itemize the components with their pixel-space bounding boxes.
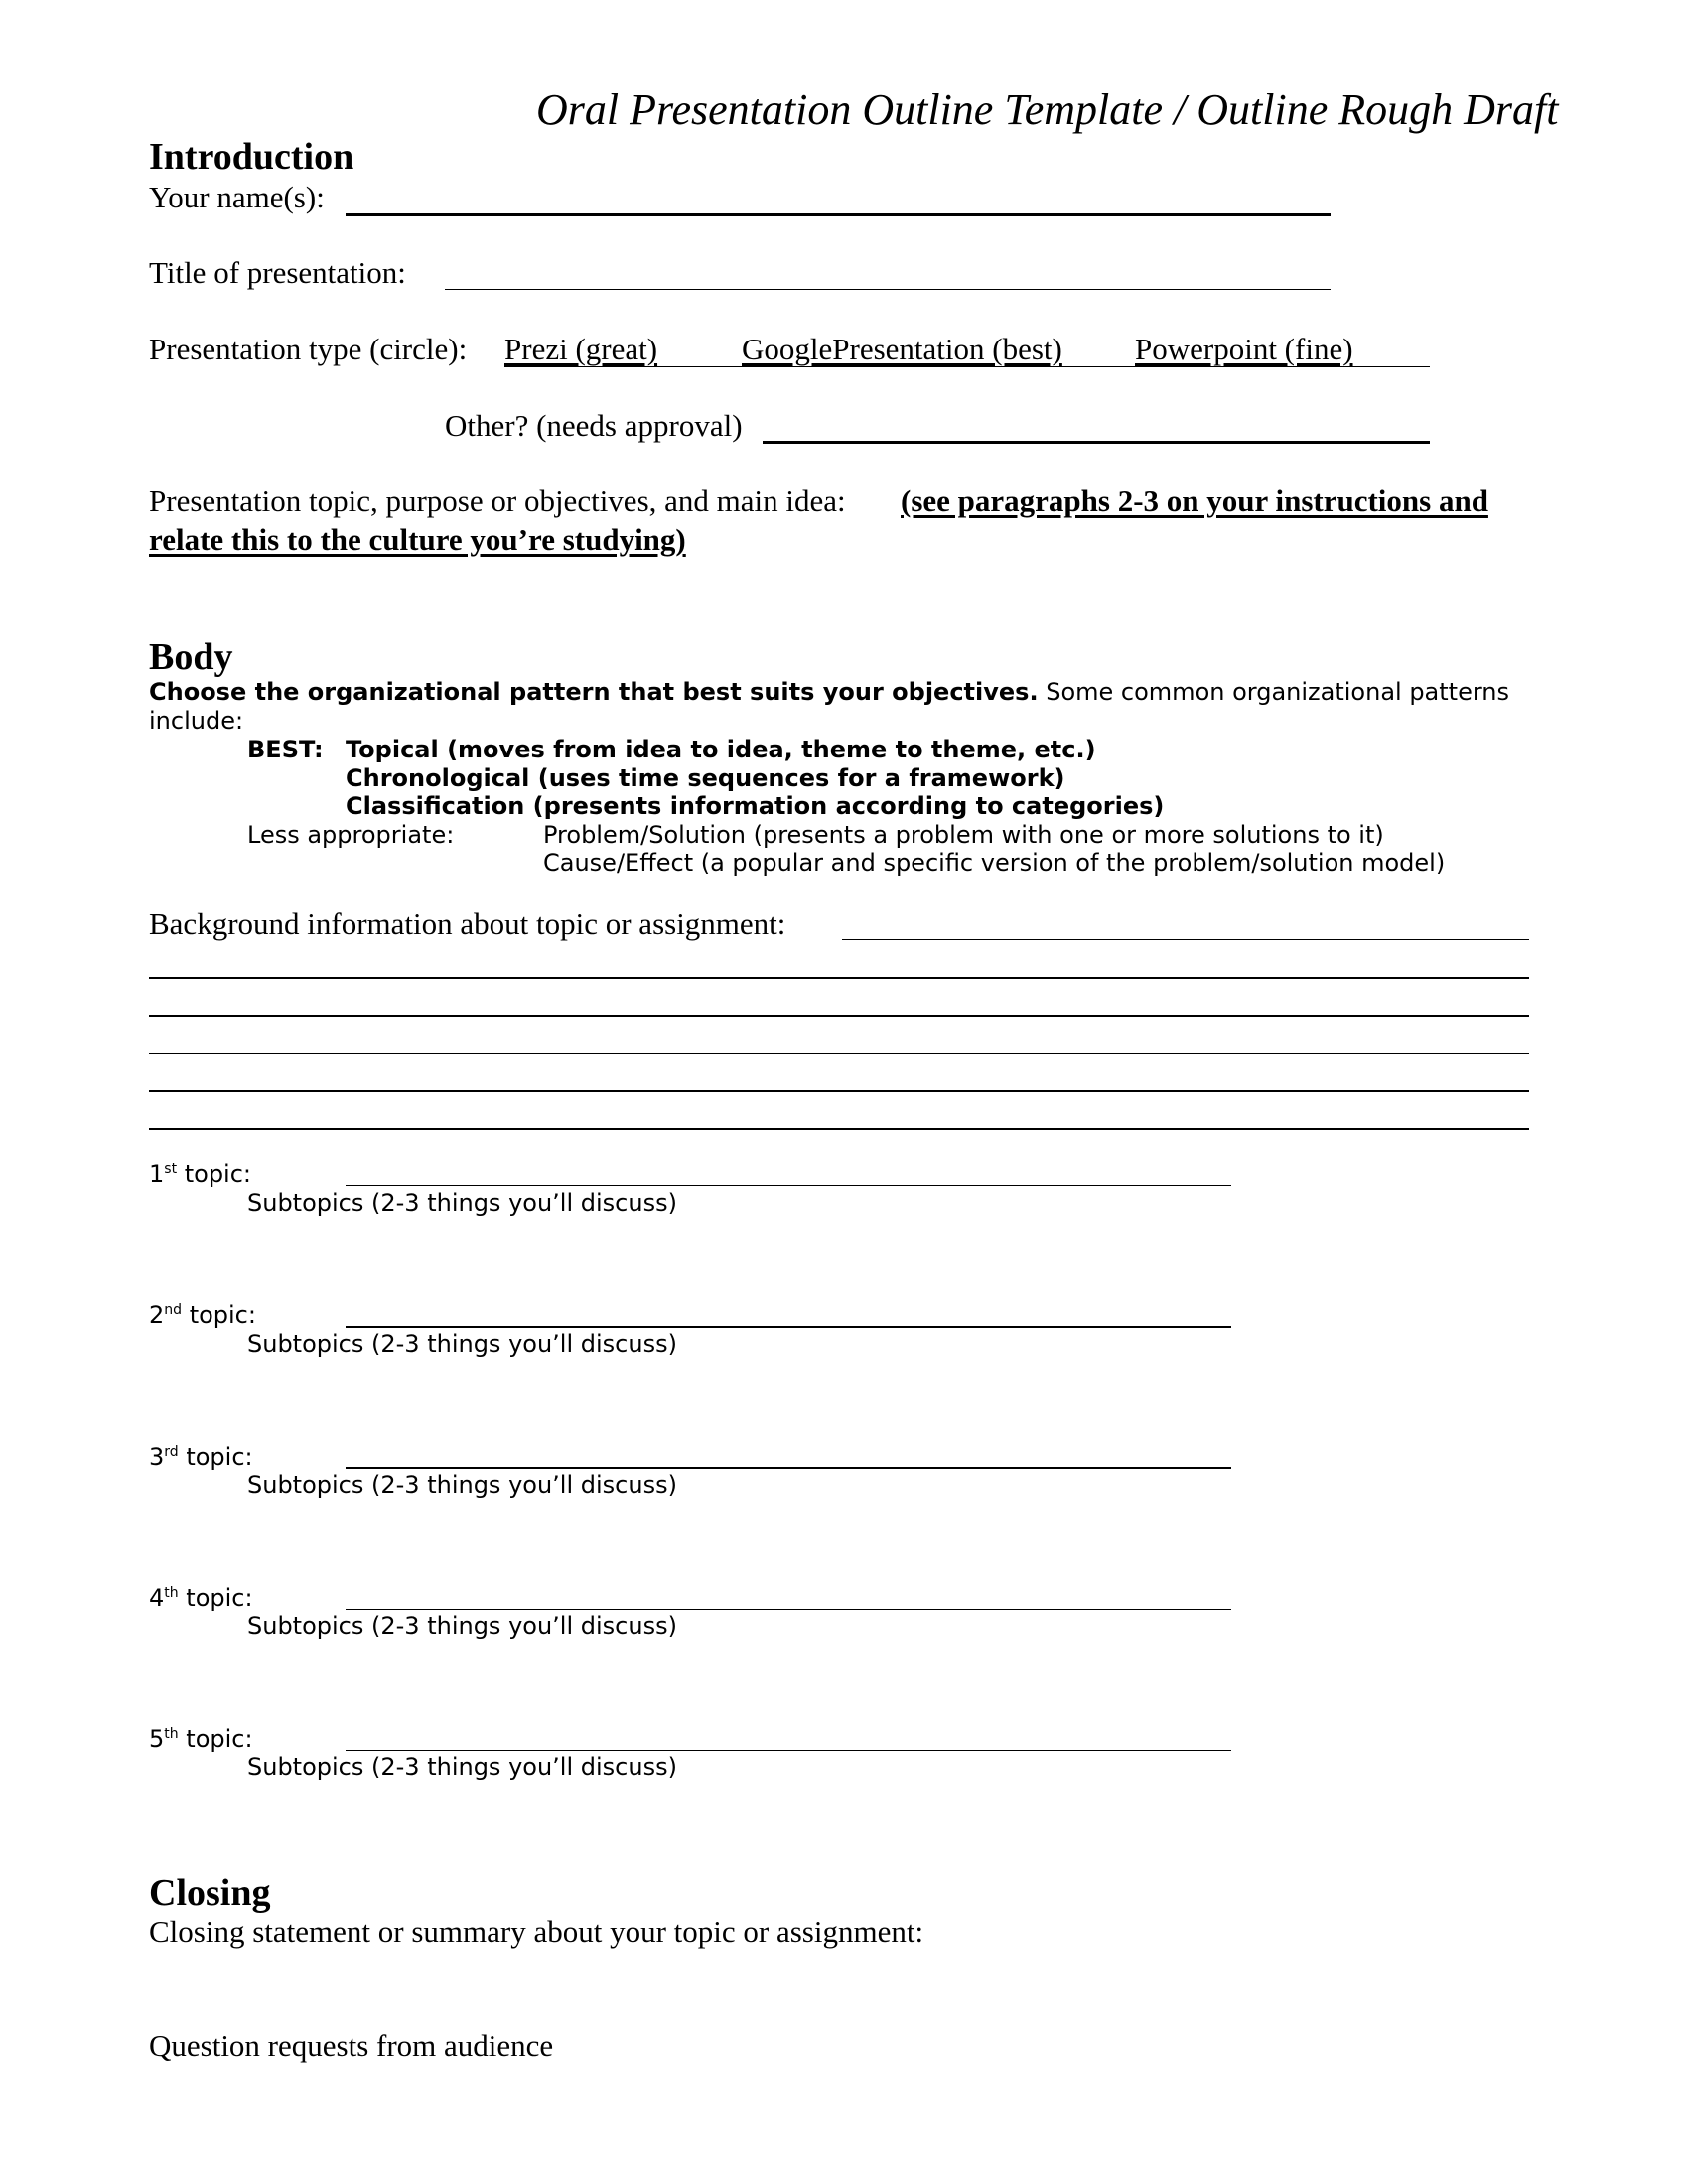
topic-4-label: [149, 1584, 253, 1612]
pattern-problem-solution: Problem/Solution (presents a problem with one or more solutions to it): [543, 821, 1384, 849]
topic-3-field[interactable]: [346, 1467, 1231, 1469]
topic-2-subtopics: Subtopics (2-3 things you’ll discuss): [247, 1330, 677, 1358]
topic-5-word: topic:: [186, 1725, 253, 1753]
topic-1-subtopics: Subtopics (2-3 things you’ll discuss): [247, 1189, 677, 1217]
topic-1-number: 1: [149, 1160, 165, 1188]
type-option-prezi[interactable]: Prezi (great): [504, 332, 658, 366]
topic-3-number: 3: [149, 1443, 165, 1471]
pattern-topical: Topical (moves from idea to idea, theme to theme, etc.): [346, 736, 1096, 763]
topic-note-line2: relate this to the culture you’re studying): [149, 522, 686, 557]
background-field-line4[interactable]: [149, 1053, 1529, 1054]
organizational-pattern-intro-rest: Some common organizational patterns: [1046, 678, 1510, 706]
background-field-line2[interactable]: [149, 977, 1529, 979]
best-label: BEST:: [247, 736, 324, 763]
topic-4-suffix: th: [164, 1585, 179, 1601]
background-field-line6[interactable]: [149, 1128, 1529, 1130]
topic-4-subtopics: Subtopics (2-3 things you’ll discuss): [247, 1612, 677, 1640]
body-heading: Body: [149, 636, 233, 678]
topic-5-label: [149, 1725, 253, 1753]
presentation-type-underline: [504, 366, 1430, 367]
less-appropriate-label: Less appropriate:: [247, 821, 455, 849]
background-label: Background information about topic or assignment:: [149, 906, 786, 941]
pattern-classification: Classification (presents information according to categories): [346, 792, 1165, 820]
topic-2-field[interactable]: [346, 1326, 1231, 1328]
topic-1-word: topic:: [184, 1160, 251, 1188]
topic-3-label: [149, 1443, 253, 1471]
other-type-label: Other? (needs approval): [445, 408, 743, 443]
topic-2-label: [149, 1301, 256, 1329]
organizational-pattern-intro-bold: Choose the organizational pattern that best suits your objectives.: [149, 678, 1039, 706]
other-type-field[interactable]: [763, 441, 1430, 444]
topic-3-word: topic:: [186, 1443, 253, 1471]
background-field-line5[interactable]: [149, 1090, 1529, 1092]
topic-1-label: [149, 1160, 251, 1188]
question-requests-label: Question requests from audience: [149, 2028, 554, 2063]
closing-statement-label: Closing statement or summary about your topic or assignment:: [149, 1914, 924, 1949]
topic-3-subtopics: Subtopics (2-3 things you’ll discuss): [247, 1471, 677, 1499]
presentation-title-field[interactable]: [445, 289, 1331, 290]
closing-heading: Closing: [149, 1872, 271, 1914]
topic-4-word: topic:: [186, 1584, 253, 1612]
pattern-chronological: Chronological (uses time sequences for a framework): [346, 764, 1065, 792]
topic-2-suffix: nd: [164, 1302, 183, 1318]
topic-2-word: topic:: [189, 1301, 256, 1329]
organizational-pattern-intro: [149, 678, 1509, 706]
topic-1-field[interactable]: [346, 1185, 1231, 1186]
topic-1-suffix: st: [164, 1161, 178, 1177]
type-option-powerpoint[interactable]: Powerpoint (fine): [1135, 332, 1353, 366]
organizational-pattern-intro-line2: include:: [149, 707, 244, 735]
presentation-type-label: Presentation type (circle):: [149, 332, 468, 366]
name-label: Your name(s):: [149, 180, 325, 214]
background-field-line3[interactable]: [149, 1015, 1529, 1017]
topic-note-line1: (see paragraphs 2-3 on your instructions and: [901, 483, 1488, 518]
presentation-title-label: Title of presentation:: [149, 255, 406, 290]
topic-5-subtopics: Subtopics (2-3 things you’ll discuss): [247, 1753, 677, 1781]
topic-5-field[interactable]: [346, 1750, 1231, 1751]
topic-3-suffix: rd: [164, 1444, 179, 1460]
topic-4-number: 4: [149, 1584, 165, 1612]
topic-5-suffix: th: [164, 1726, 179, 1742]
introduction-heading: Introduction: [149, 136, 354, 178]
topic-5-number: 5: [149, 1725, 165, 1753]
topic-4-field[interactable]: [346, 1609, 1231, 1610]
name-field[interactable]: [346, 213, 1331, 216]
topic-purpose-label: Presentation topic, purpose or objectives, and main idea:: [149, 483, 846, 518]
pattern-cause-effect: Cause/Effect (a popular and specific version of the problem/solution model): [543, 849, 1446, 877]
type-option-google[interactable]: GooglePresentation (best): [742, 332, 1062, 366]
page-title: Oral Presentation Outline Template / Outline Rough Draft: [536, 85, 1559, 134]
topic-2-number: 2: [149, 1301, 165, 1329]
background-field-line1[interactable]: [842, 939, 1529, 940]
